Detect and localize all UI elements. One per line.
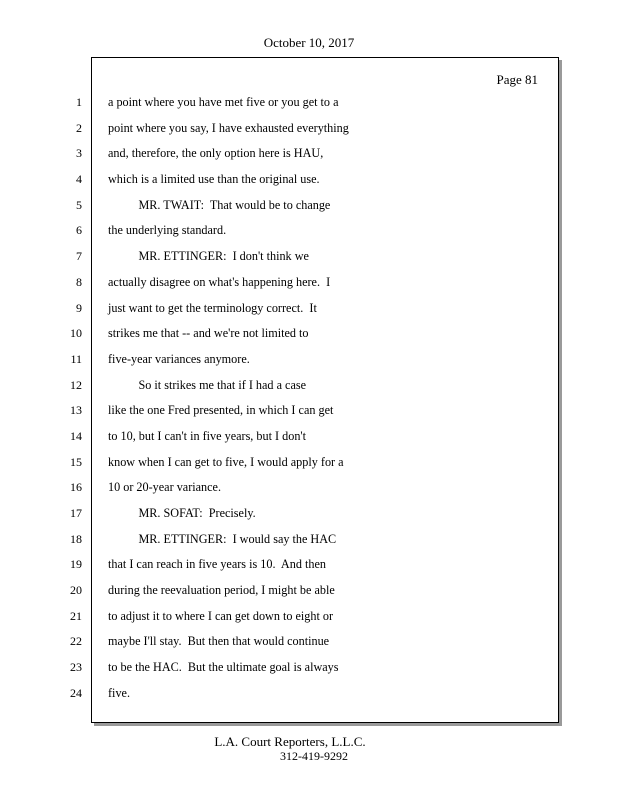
transcript-line: five. (108, 685, 130, 700)
line-number: 16 (70, 480, 82, 495)
transcript-line: MR. ETTINGER: I would say the HAC (108, 531, 337, 546)
line-number: 15 (70, 454, 82, 469)
line-number: 5 (76, 197, 82, 212)
footer-company: L.A. Court Reporters, L.L.C. (214, 734, 366, 749)
line-number-column (60, 94, 82, 711)
transcript-line: a point where you have met five or you get to a (108, 95, 339, 109)
line-number: 24 (70, 685, 82, 700)
transcript-line: maybe I'll stay. But then that would continue (108, 634, 330, 649)
transcript-line: to be the HAC. But the ultimate goal is always (108, 660, 339, 675)
line-number: 23 (70, 660, 82, 675)
transcript-line: that I can reach in five years is 10. And then (108, 557, 326, 572)
transcript-line: and, therefore, the only option here is HAU, (108, 146, 324, 161)
transcript-line: MR. SOFAT: Precisely. (108, 506, 256, 520)
line-number: 17 (70, 506, 82, 520)
line-number: 19 (70, 557, 82, 572)
transcript-line: the underlying standard. (108, 223, 227, 238)
transcript-line: during the reevaluation period, I might be able (108, 583, 335, 598)
transcript-line: like the one Fred presented, in which I can get (108, 403, 334, 418)
transcript-line: just want to get the terminology correct. It (108, 300, 317, 315)
line-number: 10 (70, 326, 82, 341)
line-number: 22 (70, 634, 82, 649)
transcript-line: which is a limited use than the original use. (108, 172, 320, 187)
page-number: Page 81 (496, 72, 538, 87)
transcript-line: five-year variances anymore. (108, 351, 250, 366)
transcript-line: strikes me that -- and we're not limited to (108, 326, 309, 341)
line-number: 7 (76, 249, 82, 264)
line-number: 21 (70, 608, 82, 623)
transcript-line: know when I can get to five, I would apply for a (108, 454, 344, 469)
transcript-line: 10 or 20-year variance. (108, 480, 222, 495)
line-number: 3 (76, 146, 82, 161)
line-number: 20 (70, 583, 82, 598)
line-number: 4 (76, 172, 82, 187)
transcript-line: actually disagree on what's happening here. I (108, 274, 331, 289)
transcript-text (108, 94, 548, 711)
header-date: October 10, 2017 (263, 35, 355, 50)
line-number: 13 (70, 403, 82, 418)
line-number: 11 (70, 351, 82, 366)
transcript-line: to adjust it to where I can get down to eight or (108, 608, 334, 623)
line-number: 14 (70, 428, 82, 443)
transcript-line: MR. TWAIT: That would be to change (108, 197, 331, 212)
footer-phone: 312-419-9292 (280, 749, 348, 763)
transcript-line: point where you say, I have exhausted everything (108, 120, 349, 135)
line-number: 2 (76, 120, 82, 135)
line-number: 18 (70, 531, 82, 546)
line-number: 6 (76, 223, 82, 238)
line-number: 8 (76, 274, 82, 289)
transcript-line: So it strikes me that if I had a case (108, 377, 306, 392)
transcript-line: to 10, but I can't in five years, but I don't (108, 428, 306, 443)
line-number: 1 (76, 95, 82, 109)
line-number: 9 (76, 300, 82, 315)
transcript-line: MR. ETTINGER: I don't think we (108, 249, 309, 264)
line-number: 12 (70, 377, 82, 392)
